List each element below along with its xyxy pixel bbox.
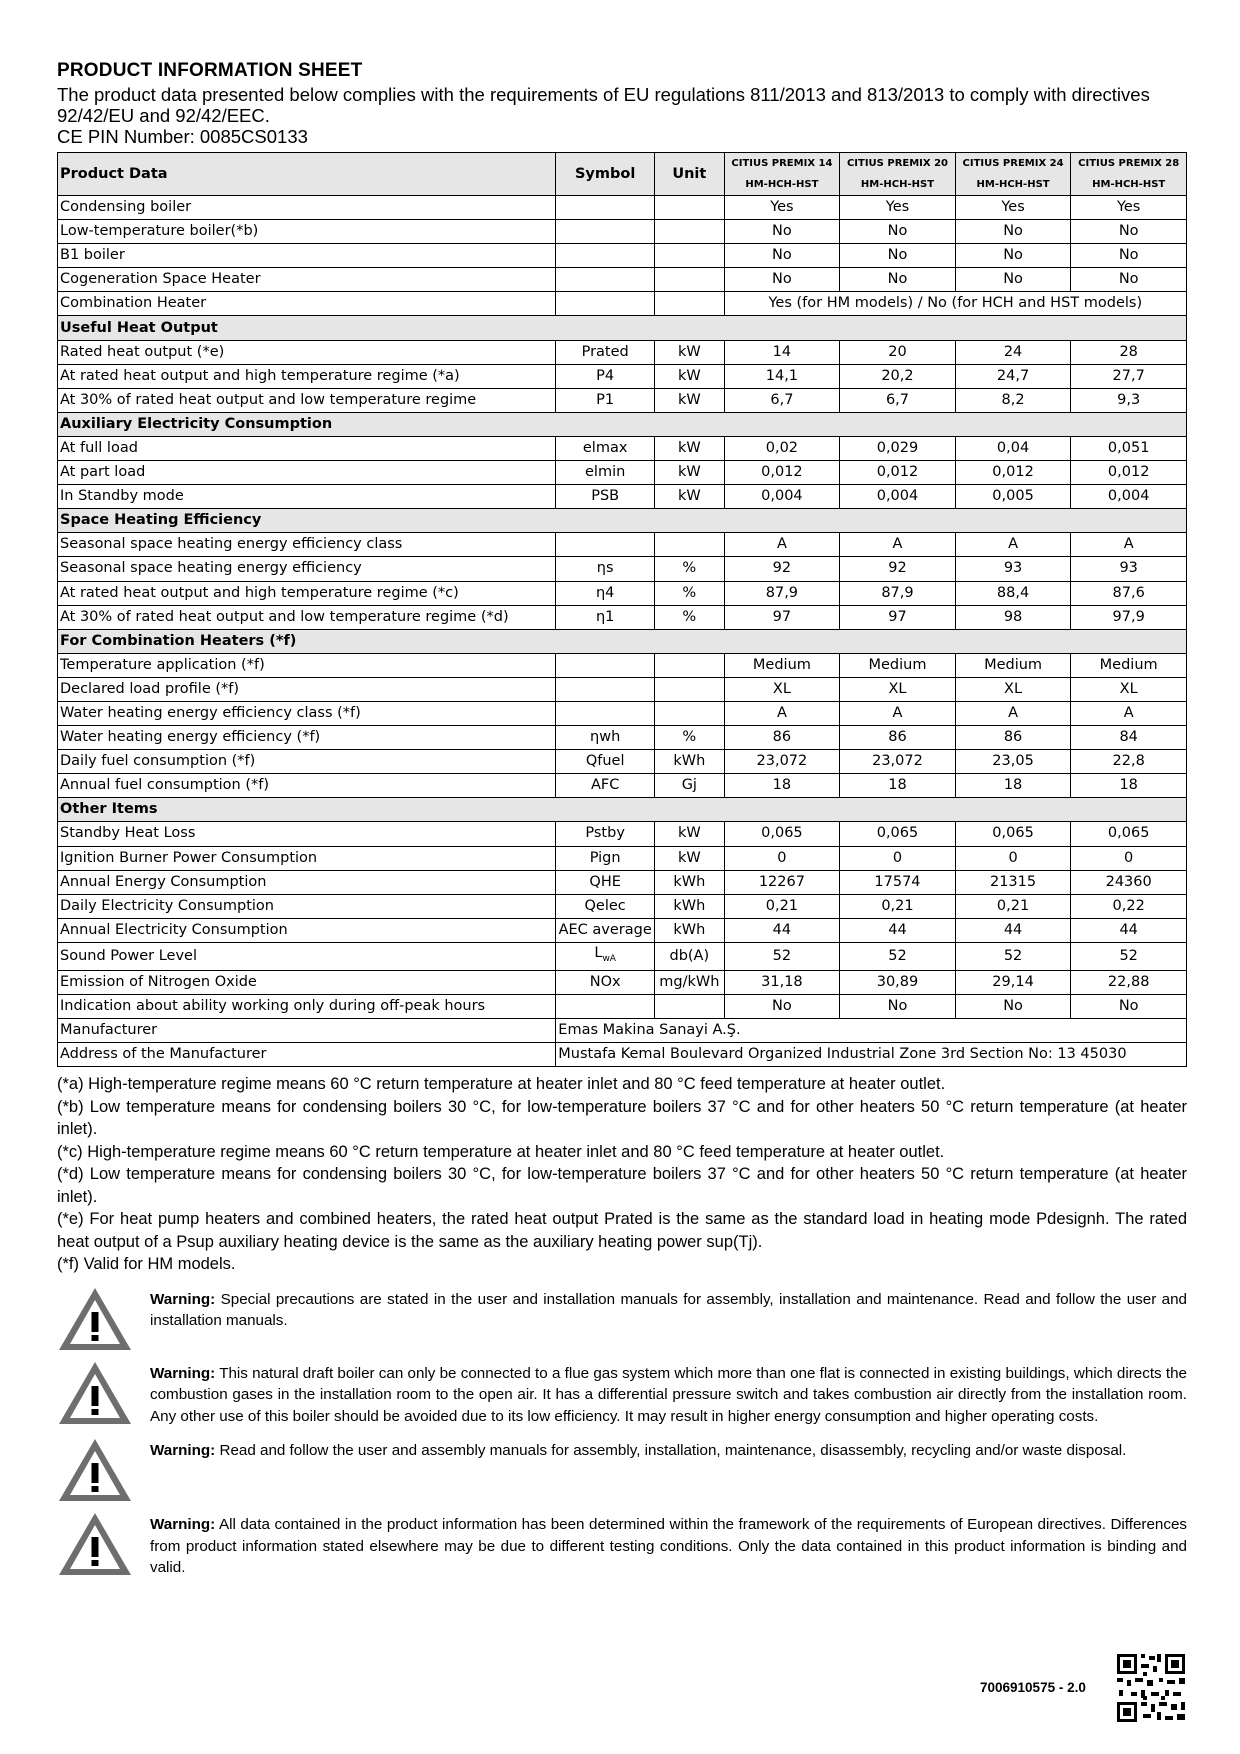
product-information-sheet [57,60,1187,1579]
row-value: 17574 [840,870,956,894]
row-value: No [840,268,956,292]
row-label: Daily fuel consumption (*f) [58,750,556,774]
row-label: Annual fuel consumption (*f) [58,774,556,798]
row-value: 87,9 [840,581,956,605]
warning-body: Special precautions are stated in the user and installation manuals for assembly, installation and maintenance. Read and follow the user and installation manuals. [150,1290,1187,1330]
table-row [58,994,1187,1018]
table-row [58,750,1187,774]
row-symbol [556,268,655,292]
row-symbol [556,244,655,268]
row-unit: kWh [655,750,725,774]
row-value: 18 [1071,774,1187,798]
row-unit [655,994,725,1018]
row-unit [655,196,725,220]
header-unit: Unit [655,153,725,196]
row-value: 0,012 [1071,461,1187,485]
row-unit: kW [655,461,725,485]
model-variants: HM-HCH-HST [860,179,935,190]
row-value: No [724,994,840,1018]
row-value: Medium [840,653,956,677]
row-value: 93 [955,557,1071,581]
row-value: A [724,533,840,557]
table-row [58,894,1187,918]
row-unit [655,677,725,701]
row-label: Cogeneration Space Heater [58,268,556,292]
row-value-span: Yes (for HM models) / No (for HCH and HST models) [724,292,1186,316]
row-value: 0 [1071,846,1187,870]
row-value: Yes [724,196,840,220]
row-value: XL [1071,677,1187,701]
row-value: 0,005 [955,485,1071,509]
row-value: No [840,220,956,244]
row-symbol: AFC [556,774,655,798]
row-value: 0,065 [1071,822,1187,846]
row-value: 97 [840,605,956,629]
row-label: Annual Energy Consumption [58,870,556,894]
row-unit: kWh [655,894,725,918]
warning-block [57,1511,1187,1579]
row-symbol: PSB [556,485,655,509]
row-label: Combination Heater [58,292,556,316]
row-value: 92 [840,557,956,581]
row-label: Temperature application (*f) [58,653,556,677]
row-value: A [955,533,1071,557]
row-unit: kW [655,846,725,870]
qr-code-icon [1115,1652,1187,1724]
model-variants: HM-HCH-HST [1092,179,1166,190]
row-value: Medium [724,653,840,677]
row-value: 0,065 [840,822,956,846]
row-symbol: P1 [556,388,655,412]
row-value: 0 [840,846,956,870]
table-row [58,220,1187,244]
row-value: No [955,244,1071,268]
row-symbol: η4 [556,581,655,605]
row-value: No [724,220,840,244]
header-product-data: Product Data [58,153,556,196]
table-row [58,196,1187,220]
row-label: At rated heat output and high temperature regime (*c) [58,581,556,605]
row-value: 0,004 [840,485,956,509]
row-value: 20 [840,340,956,364]
intro-statement: The product data presented below complies with the requirements of EU regulations 811/2013 and 813/2013 to comply with directives 92/42/EU and 92/42/EEC. [57,84,1150,126]
row-value: 44 [955,918,1071,942]
table-row [58,942,1187,970]
warning-body: This natural draft boiler can only be connected to a flue gas system which more than one flat is connected in existing buildings, which directs the combustion gases in the installation room to the open air. It has a differential pressure switch and takes combustion air directly from the installation room. Any other use of this boiler should be avoided due to its low efficiency. It may result in higher energy consumption and higher operating costs. [150,1364,1187,1425]
row-unit [655,220,725,244]
footnote: (*f) Valid for HM models. [57,1255,236,1274]
table-row [58,653,1187,677]
row-symbol: ηs [556,557,655,581]
warnings [57,1286,1187,1579]
warning-block [57,1360,1187,1428]
warning-label: Warning: [150,1290,216,1308]
row-label: B1 boiler [58,244,556,268]
row-value: A [1071,533,1187,557]
row-unit: kWh [655,918,725,942]
row-value: 86 [724,726,840,750]
row-value: 23,05 [955,750,1071,774]
table-row [58,918,1187,942]
product-data-table [57,152,1187,1067]
table-row [58,774,1187,798]
table-row [58,677,1187,701]
row-symbol: AEC average [556,918,655,942]
row-value: 30,89 [840,970,956,994]
row-value: 24360 [1071,870,1187,894]
section-title: Useful Heat Output [58,316,1187,340]
row-label: Annual Electricity Consumption [58,918,556,942]
row-label: Sound Power Level [58,942,556,970]
row-value-wide: Mustafa Kemal Boulevard Organized Industrial Zone 3rd Section No: 13 45030 [556,1043,1187,1067]
row-value: 0,012 [955,461,1071,485]
row-value: No [724,268,840,292]
row-value: 0,029 [840,436,956,460]
symbol-main: L [594,944,603,961]
row-value: 87,9 [724,581,840,605]
section-title: For Combination Heaters (*f) [58,629,1187,653]
row-value: 23,072 [840,750,956,774]
intro-text [57,84,1187,147]
warning-text [150,1286,1187,1332]
table-row [58,605,1187,629]
row-symbol [556,196,655,220]
row-label: Condensing boiler [58,196,556,220]
row-symbol: P4 [556,364,655,388]
row-value: 23,072 [724,750,840,774]
row-value: 0,21 [724,894,840,918]
warning-label: Warning: [150,1442,216,1460]
row-unit: Gj [655,774,725,798]
footnote: (*e) For heat pump heaters and combined heaters, the rated heat output Prated is the same as the standard load in heating mode Pdesignh. The rated heat output of a Psup auxiliary heating device is the same as the auxiliary heating power sup(Tj). [57,1210,1187,1251]
row-value: No [840,994,956,1018]
row-value: 12267 [724,870,840,894]
row-symbol: Qfuel [556,750,655,774]
table-row [58,726,1187,750]
row-value: No [724,244,840,268]
row-label: At rated heat output and high temperature regime (*a) [58,364,556,388]
warning-triangle-icon [57,1360,133,1426]
row-label: At part load [58,461,556,485]
table-row [58,436,1187,460]
row-value: 18 [724,774,840,798]
row-value: Medium [955,653,1071,677]
row-value: 18 [840,774,956,798]
row-value: A [724,701,840,725]
section-header-row [58,509,1187,533]
row-unit [655,701,725,725]
model-name: CITIUS PREMIX 28 [1078,158,1180,169]
row-value-wide: Emas Makina Sanayi A.Ş. [556,1018,1187,1042]
row-value: 92 [724,557,840,581]
section-header-row [58,316,1187,340]
section-title: Other Items [58,798,1187,822]
table-row [58,364,1187,388]
row-value: 0,051 [1071,436,1187,460]
header-model [724,153,840,196]
row-value: 44 [1071,918,1187,942]
row-unit: kWh [655,870,725,894]
ce-pin-number: CE PIN Number: 0085CS0133 [57,126,308,147]
warning-triangle-icon [57,1286,133,1352]
row-value: 14,1 [724,364,840,388]
row-label: Address of the Manufacturer [58,1043,556,1067]
row-value: No [955,220,1071,244]
section-header-row [58,629,1187,653]
row-symbol [556,701,655,725]
table-row [58,461,1187,485]
footnote: (*c) High-temperature regime means 60 °C return temperature at heater inlet and 80 °C feed temperature at heater outlet. [57,1142,945,1161]
row-value: No [1071,220,1187,244]
row-value: 29,14 [955,970,1071,994]
warning-block [57,1286,1187,1352]
row-value: No [1071,244,1187,268]
row-unit: kW [655,340,725,364]
row-symbol: NOx [556,970,655,994]
row-value: 31,18 [724,970,840,994]
table-row [58,340,1187,364]
table-row [58,870,1187,894]
row-value: A [955,701,1071,725]
row-unit [655,292,725,316]
row-symbol: Pstby [556,822,655,846]
row-value: 0,004 [1071,485,1187,509]
row-value: 86 [840,726,956,750]
row-value: A [1071,701,1187,725]
row-value: 0,012 [840,461,956,485]
document-code: 7006910575 - 2.0 [980,1680,1086,1695]
row-label: Seasonal space heating energy efficiency [58,557,556,581]
table-header-row [58,153,1187,196]
row-value: 8,2 [955,388,1071,412]
row-value: No [840,244,956,268]
row-value: 87,6 [1071,581,1187,605]
row-symbol: Qelec [556,894,655,918]
row-unit: kW [655,485,725,509]
row-unit: kW [655,364,725,388]
model-variants: HM-HCH-HST [976,179,1050,190]
row-value: 52 [955,942,1071,970]
section-title: Space Heating Efficiency [58,509,1187,533]
row-symbol: ηwh [556,726,655,750]
row-label: Declared load profile (*f) [58,677,556,701]
row-value: 27,7 [1071,364,1187,388]
row-value: 21315 [955,870,1071,894]
row-value: 0,22 [1071,894,1187,918]
row-label: Low-temperature boiler(*b) [58,220,556,244]
row-unit: kW [655,388,725,412]
row-unit: db(A) [655,942,725,970]
row-value: 93 [1071,557,1187,581]
table-row [58,557,1187,581]
row-value: 24 [955,340,1071,364]
section-header-row [58,798,1187,822]
row-label: Daily Electricity Consumption [58,894,556,918]
header-model [840,153,956,196]
row-symbol [556,533,655,557]
row-value: 24,7 [955,364,1071,388]
row-label: Rated heat output (*e) [58,340,556,364]
row-symbol [556,677,655,701]
footnote: (*d) Low temperature means for condensing boilers 30 °C, for low-temperature boilers 37 °C and for other heaters 50 °C return temperature (at heater inlet). [57,1165,1187,1206]
warning-block [57,1437,1187,1503]
row-value: A [840,701,956,725]
row-value: Medium [1071,653,1187,677]
row-label: Manufacturer [58,1018,556,1042]
row-value: 0,065 [724,822,840,846]
warning-triangle-icon [57,1511,133,1577]
footnote: (*a) High-temperature regime means 60 °C return temperature at heater inlet and 80 °C feed temperature at heater outlet. [57,1075,946,1094]
row-value: 52 [840,942,956,970]
table-row [58,846,1187,870]
header-model [1071,153,1187,196]
section-header-row [58,412,1187,436]
row-label: In Standby mode [58,485,556,509]
row-symbol: Pign [556,846,655,870]
row-value: 0,04 [955,436,1071,460]
row-value: 98 [955,605,1071,629]
row-value: Yes [955,196,1071,220]
row-value: 84 [1071,726,1187,750]
row-value: 0,21 [955,894,1071,918]
footnote: (*b) Low temperature means for condensing boilers 30 °C, for low-temperature boilers 37 °C and for other heaters 50 °C return temperature (at heater inlet). [57,1097,1187,1139]
row-value: A [840,533,956,557]
row-symbol: Prated [556,340,655,364]
row-value: 0,004 [724,485,840,509]
row-unit [655,653,725,677]
row-value: 18 [955,774,1071,798]
table-row [58,292,1187,316]
warning-label: Warning: [150,1516,216,1534]
row-unit [655,268,725,292]
row-value: 52 [724,942,840,970]
warning-body: Read and follow the user and assembly manuals for assembly, installation, maintenance, disassembly, recycling and/or waste disposal. [215,1442,1127,1460]
row-value: 97,9 [1071,605,1187,629]
section-title: Auxiliary Electricity Consumption [58,412,1187,436]
row-value: XL [724,677,840,701]
row-symbol [556,942,655,970]
table-row [58,822,1187,846]
row-unit [655,244,725,268]
row-symbol: elmax [556,436,655,460]
row-value: 0 [724,846,840,870]
row-unit: % [655,557,725,581]
table-row [58,1018,1187,1042]
warning-body: All data contained in the product information has been determined within the framework of the requirements of European directives. Differences from product information stated elsewhere may be due to different testing conditions. Only the data contained in this product information is binding and valid. [150,1516,1187,1577]
row-unit: kW [655,822,725,846]
row-value: 52 [1071,942,1187,970]
row-value: 0,012 [724,461,840,485]
table-row [58,388,1187,412]
table-row [58,533,1187,557]
row-value: 44 [840,918,956,942]
warning-label: Warning: [150,1364,216,1382]
row-unit: % [655,605,725,629]
row-value: No [955,268,1071,292]
row-label: Water heating energy efficiency class (*f) [58,701,556,725]
row-symbol: elmin [556,461,655,485]
row-value: 0,21 [840,894,956,918]
row-value: 88,4 [955,581,1071,605]
row-value: 0,065 [955,822,1071,846]
row-unit: % [655,726,725,750]
row-value: 20,2 [840,364,956,388]
row-label: Water heating energy efficiency (*f) [58,726,556,750]
row-value: XL [840,677,956,701]
row-unit: kW [655,436,725,460]
symbol-subscript: wA [602,953,616,964]
row-label: Standby Heat Loss [58,822,556,846]
warning-text [150,1511,1187,1579]
header-symbol: Symbol [556,153,655,196]
header-model [955,153,1071,196]
table-row [58,970,1187,994]
row-symbol [556,653,655,677]
row-value: Yes [840,196,956,220]
row-value: No [955,994,1071,1018]
row-value: 6,7 [724,388,840,412]
table-row [58,244,1187,268]
row-value: 14 [724,340,840,364]
page-title: PRODUCT INFORMATION SHEET [57,60,363,81]
row-value: 0,02 [724,436,840,460]
row-label: Seasonal space heating energy efficiency class [58,533,556,557]
row-value: 44 [724,918,840,942]
model-name: CITIUS PREMIX 14 [731,158,833,169]
row-label: At 30% of rated heat output and low temperature regime [58,388,556,412]
row-value: 28 [1071,340,1187,364]
row-value: No [1071,268,1187,292]
row-unit: % [655,581,725,605]
row-value: 6,7 [840,388,956,412]
row-label: Ignition Burner Power Consumption [58,846,556,870]
table-row [58,485,1187,509]
table-row [58,1043,1187,1067]
row-value: No [1071,994,1187,1018]
row-value: 0 [955,846,1071,870]
warning-text [150,1360,1187,1428]
row-value: XL [955,677,1071,701]
row-symbol: η1 [556,605,655,629]
row-value: 22,88 [1071,970,1187,994]
row-label: At full load [58,436,556,460]
row-unit [655,533,725,557]
table-row [58,268,1187,292]
footnotes [57,1073,1187,1276]
warning-text [150,1437,1126,1462]
model-name: CITIUS PREMIX 24 [962,158,1064,169]
model-name: CITIUS PREMIX 20 [846,158,948,169]
row-value: 97 [724,605,840,629]
row-value: Yes [1071,196,1187,220]
row-value: 86 [955,726,1071,750]
row-label: Indication about ability working only during off-peak hours [58,994,556,1018]
row-value: 9,3 [1071,388,1187,412]
row-symbol [556,292,655,316]
table-row [58,701,1187,725]
row-symbol: QHE [556,870,655,894]
warning-triangle-icon [57,1437,133,1503]
table-row [58,581,1187,605]
row-label: Emission of Nitrogen Oxide [58,970,556,994]
row-unit: mg/kWh [655,970,725,994]
row-symbol [556,994,655,1018]
model-variants: HM-HCH-HST [745,179,819,190]
row-label: At 30% of rated heat output and low temperature regime (*d) [58,605,556,629]
row-symbol [556,220,655,244]
row-value: 22,8 [1071,750,1187,774]
